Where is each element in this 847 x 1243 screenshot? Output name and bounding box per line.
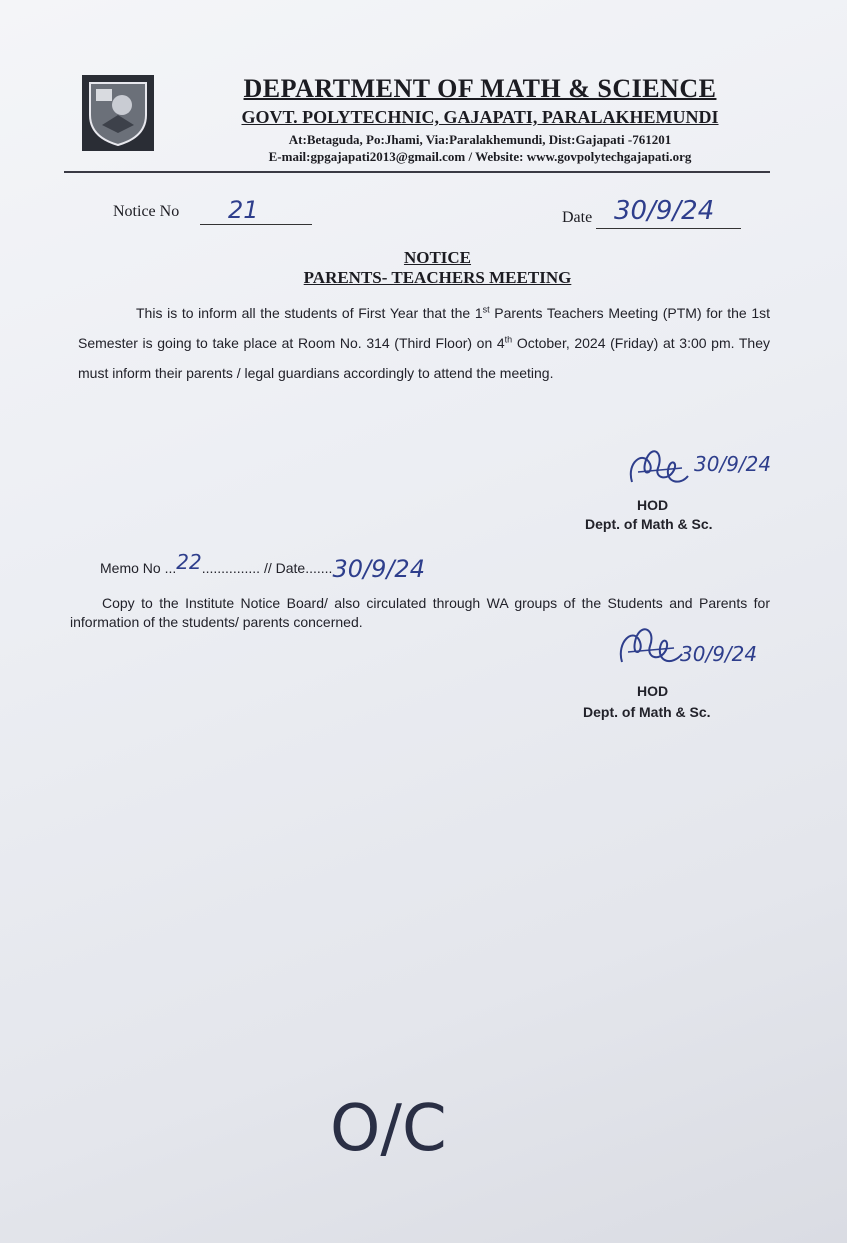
office-copy-mark: O/C <box>330 1092 447 1166</box>
memo-line: Memo No ...22............... // Date.......30/9/24 <box>100 550 425 583</box>
memo-no-handwritten: 22 <box>176 550 202 574</box>
letterhead-divider <box>64 171 770 173</box>
notice-title: NOTICE <box>403 248 472 267</box>
memo-date-label: // Date <box>263 560 306 576</box>
copy-to-text: Copy to the Institute Notice Board/ also circulated through WA groups of the Students and Parents for information of the students/ parents concerned. <box>70 595 770 630</box>
memo-date-handwritten: 30/9/24 <box>332 555 425 583</box>
date-handwritten: 30/9/24 <box>614 196 715 226</box>
notice-no-line <box>200 224 312 225</box>
department-heading: DEPARTMENT OF MATH & SCIENCE <box>243 74 717 103</box>
hod-designation-1: HOD <box>637 497 669 513</box>
hod-signature-2 <box>616 618 686 679</box>
notice-subject: PARENTS- TEACHERS MEETING <box>303 268 572 287</box>
institute-contact: E-mail:gpgajapati2013@gmail.com / Website: www.govpolytechgajapati.org <box>268 149 692 164</box>
notice-body: This is to inform all the students of First Year that the 1st Parents Teachers Meeting (PTM) for the 1st Semester is going to take place at Room No. 314 (Third Floor) on 4th October, 2024 (Friday) at 3:00 pm. They must inform their parents / legal guardians accordingly to attend the meeting. <box>78 304 770 381</box>
notice-no-handwritten: 21 <box>228 196 259 224</box>
date-label: Date <box>562 209 593 226</box>
memo-no-label: Memo No <box>100 560 161 576</box>
institute-name: GOVT. POLYTECHNIC, GAJAPATI, PARALAKHEMUNDI <box>241 107 719 127</box>
hod-signature-2-date: 30/9/24 <box>680 642 758 666</box>
hod-signature-1-date: 30/9/24 <box>694 452 772 476</box>
date-line <box>596 228 741 229</box>
hod-department-1: Dept. of Math & Sc. <box>585 516 713 532</box>
hod-designation-2: HOD <box>637 683 669 699</box>
institute-logo <box>82 75 154 151</box>
hod-signature-1 <box>624 442 694 499</box>
notice-no-label: Notice No <box>113 203 180 220</box>
institute-address: At:Betaguda, Po:Jhami, Via:Paralakhemundi, Dist:Gajapati -761201 <box>288 132 672 147</box>
hod-department-2: Dept. of Math & Sc. <box>583 704 711 720</box>
